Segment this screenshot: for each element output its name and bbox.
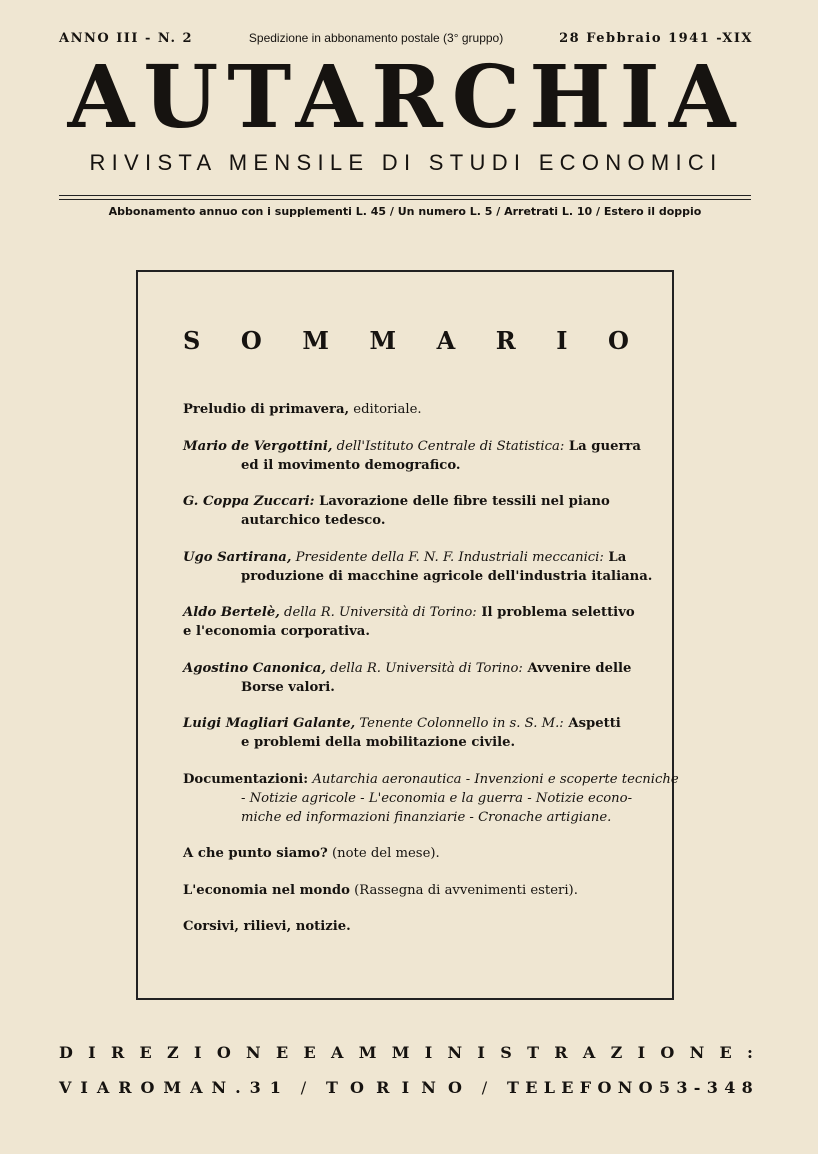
footer-letter: 3: [676, 1078, 688, 1097]
footer-letter: E: [139, 1043, 152, 1062]
toc-note: (Rassegna di avvenimenti esteri).: [349, 882, 578, 898]
footer-street: [59, 1078, 281, 1097]
toc-affiliation: Tenente Colonnello in s. S. M.:: [355, 716, 564, 731]
footer-letter: O: [638, 1078, 653, 1097]
footer-letter: S: [500, 1043, 512, 1062]
sommario-letter: O: [240, 326, 262, 355]
divider-rule: [59, 195, 751, 196]
toc-entry: [183, 659, 632, 697]
toc-entry: [183, 714, 629, 752]
footer-letter: O: [597, 1078, 612, 1097]
footer-letter: N: [246, 1043, 261, 1062]
footer-letter: I: [401, 1078, 410, 1097]
footer-letter: T: [527, 1043, 539, 1062]
toc-title: La guerra: [564, 438, 641, 454]
footer-letter: M: [163, 1078, 182, 1097]
masthead-title: AUTARCHIA: [67, 47, 745, 148]
toc-entry: [183, 603, 635, 641]
sommario-letter: I: [556, 326, 568, 355]
footer-letter: A: [330, 1043, 344, 1062]
toc-title-continued: e problemi della mobilitazione civile.: [241, 735, 516, 750]
toc-entry: [183, 881, 629, 900]
footer-letter: E: [275, 1043, 289, 1062]
footer-letter: .: [235, 1078, 241, 1097]
issue-date: 28 Febbraio 1941 -XIX: [559, 31, 753, 46]
footer-letter: 3: [249, 1078, 261, 1097]
footer-separator: /: [300, 1078, 307, 1097]
toc-entry: [183, 492, 629, 530]
footer-letter: M: [358, 1043, 377, 1062]
toc-sections-continued: miche ed informazioni finanziarie - Cronache artigiane.: [241, 809, 612, 825]
toc-author: G. Coppa Zuccari:: [183, 494, 315, 509]
footer-letter: 3: [706, 1078, 718, 1097]
footer-letter: E: [719, 1043, 732, 1062]
sommario-letter: O: [608, 326, 629, 355]
footer-letter: O: [350, 1078, 364, 1097]
footer-letter: N: [447, 1043, 463, 1062]
footer-letter: V: [59, 1078, 72, 1097]
footer-letter: -: [693, 1078, 701, 1097]
footer-letter: I: [88, 1043, 96, 1062]
toc-title: A che punto siamo?: [183, 846, 328, 861]
footer-letter: 5: [658, 1078, 671, 1097]
footer-letter: D: [59, 1043, 73, 1062]
toc-author: Ugo Sartirana,: [183, 549, 292, 565]
toc-title-continued: ed il movimento demografico.: [241, 457, 461, 473]
footer-letter: Z: [167, 1043, 179, 1062]
sommario-letter: A: [436, 326, 456, 355]
footer-letter: I: [477, 1043, 485, 1062]
footer-letter: A: [582, 1043, 596, 1062]
footer-letter: L: [543, 1078, 555, 1097]
top-info-line: [59, 31, 753, 46]
footer-letter: :: [747, 1043, 753, 1062]
footer-letter: T: [506, 1078, 519, 1097]
toc-title: Lavorazione delle fibre tessili nel piano: [314, 494, 610, 509]
footer-letter: I: [80, 1078, 88, 1097]
footer-letter: E: [303, 1043, 316, 1062]
toc-affiliation: dell'Istituto Centrale di Statistica:: [332, 438, 565, 454]
toc-title: Aspetti: [563, 716, 621, 731]
toc-title: Avvenire delle: [522, 660, 632, 676]
toc-title: Il problema selettivo: [476, 605, 635, 620]
toc-title-continued: produzione di macchine agricole dell'industria italiana.: [241, 568, 653, 584]
toc-title: Preludio di primavera,: [183, 402, 350, 417]
footer-letter: O: [140, 1078, 155, 1097]
footer-phone: [507, 1078, 753, 1097]
toc-title-continued: e l'economia corporativa.: [183, 624, 370, 639]
footer-letter: A: [190, 1078, 203, 1097]
toc-affiliation: Presidente della F. N. F. Industriali meccanici:: [291, 549, 604, 565]
sommario-letter: M: [369, 326, 397, 355]
footer-letter: 4: [724, 1078, 736, 1097]
footer-letter: I: [637, 1043, 646, 1062]
toc-entry: [183, 844, 629, 863]
toc-title-continued: Borse valori.: [241, 679, 335, 695]
toc-author: Aldo Bertelè,: [183, 605, 280, 620]
footer-letter: R: [110, 1043, 125, 1062]
toc-note: (note del mese).: [327, 846, 440, 861]
footer-letter: N: [211, 1078, 227, 1097]
footer-letter: M: [391, 1043, 410, 1062]
footer-letter: A: [96, 1078, 110, 1097]
toc-sections-continued: - Notizie agricole - L'economia e la guerra - Notizie econo-: [241, 790, 633, 806]
footer-letter: T: [325, 1078, 338, 1097]
footer-letter: Z: [610, 1043, 623, 1062]
subscription-info: Abbonamento annuo con i supplementi L. 45 / Un numero L. 5 / Arretrati L. 10 / Estero il doppio: [108, 205, 702, 218]
toc-sections: Autarchia aeronautica - Invenzioni e scoperte tecniche: [308, 771, 679, 787]
footer-letter: N: [421, 1078, 436, 1097]
toc-affiliation: della R. Università di Torino:: [325, 660, 523, 676]
footer-letter: R: [118, 1078, 132, 1097]
footer-letter: N: [689, 1043, 705, 1062]
footer-letter: I: [194, 1043, 202, 1062]
toc-affiliation: della R. Università di Torino:: [279, 605, 477, 620]
toc-note: editoriale.: [349, 402, 422, 417]
toc-title: L'economia nel mondo: [183, 882, 350, 898]
footer-letter: O: [660, 1043, 675, 1062]
postal-note: Spedizione in abbonamento postale (3° gruppo): [248, 31, 504, 45]
footer-letter: O: [216, 1043, 231, 1062]
footer-letter: E: [561, 1078, 574, 1097]
footer-letter: 1: [269, 1078, 281, 1097]
footer-letter: O: [448, 1078, 462, 1097]
toc-author: Mario de Vergottini,: [183, 438, 333, 454]
footer-address: [59, 1078, 753, 1097]
footer-separator: /: [481, 1078, 488, 1097]
divider-rule: [59, 199, 751, 200]
toc-title: Documentazioni:: [183, 771, 309, 787]
sommario-heading: [183, 326, 629, 355]
footer-letter: I: [424, 1043, 433, 1062]
footer-direction: [59, 1043, 753, 1062]
table-of-contents: [183, 400, 679, 954]
sommario-letter: M: [302, 326, 329, 355]
sommario-letter: S: [183, 326, 201, 355]
sommario-letter: R: [495, 326, 516, 355]
toc-title: La: [603, 549, 627, 565]
masthead-subtitle: RIVISTA MENSILE DI STUDI ECONOMICI: [89, 150, 723, 175]
footer-letter: 8: [741, 1078, 753, 1097]
toc-entry: [183, 917, 629, 936]
footer-letter: E: [525, 1078, 538, 1097]
toc-author: Agostino Canonica,: [183, 660, 326, 676]
footer-letter: N: [617, 1078, 633, 1097]
footer-city: [326, 1078, 462, 1097]
footer-letter: R: [376, 1078, 390, 1097]
toc-entry: [183, 548, 653, 586]
footer-letter: R: [554, 1043, 568, 1062]
toc-title-continued: autarchico tedesco.: [241, 513, 386, 528]
toc-entry: [183, 770, 679, 827]
toc-author: Luigi Magliari Galante,: [183, 716, 356, 731]
toc-entry: [183, 400, 629, 419]
footer-letter: F: [579, 1078, 592, 1097]
toc-entry: [183, 437, 641, 475]
toc-title: Corsivi, rilievi, notizie.: [183, 919, 351, 934]
issue-number: ANNO III - N. 2: [59, 31, 194, 46]
